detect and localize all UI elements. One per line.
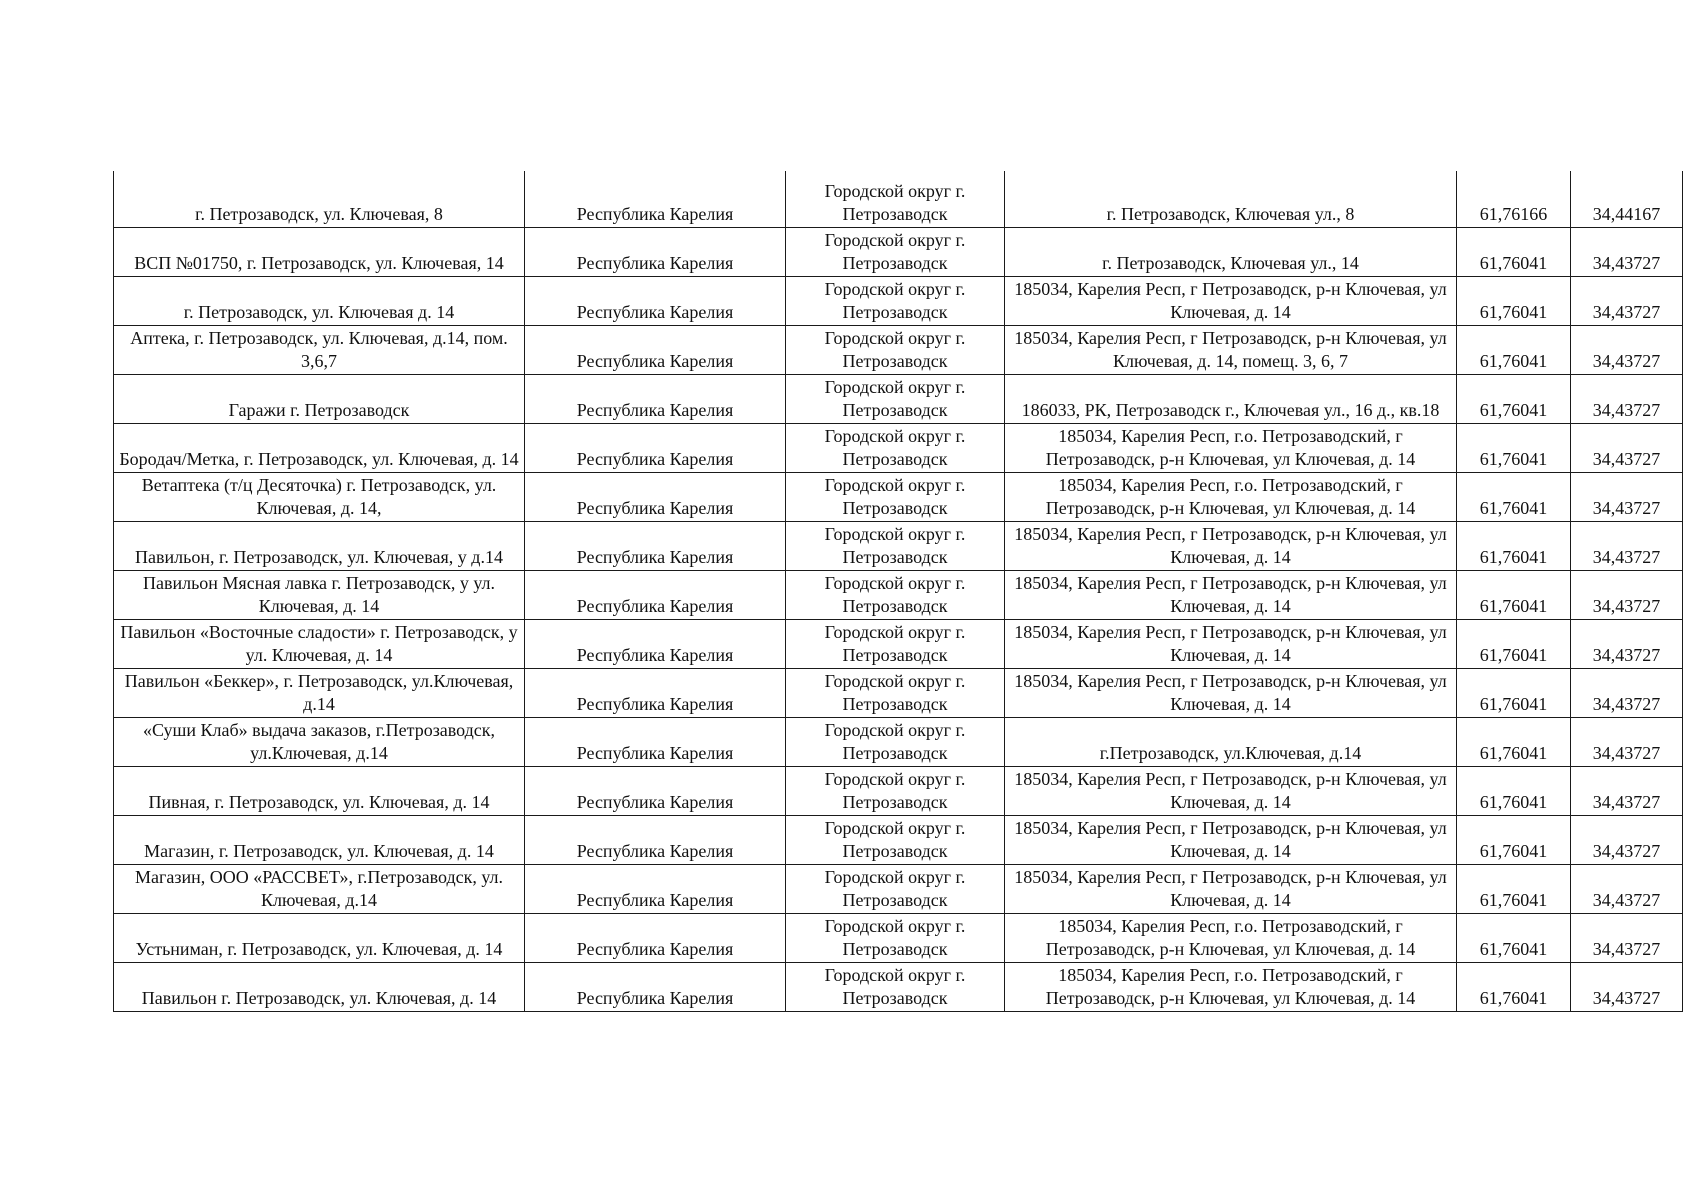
object-name-cell: Павильон Мясная лавка г. Петрозаводск, у ул. Ключевая, д. 14 (114, 570, 525, 619)
longitude-cell: 34,43727 (1571, 962, 1683, 1011)
object-name-cell: г. Петрозаводск, ул. Ключевая, 8 (114, 171, 525, 227)
table-row (114, 962, 1683, 1011)
table-row (114, 472, 1683, 521)
region-cell: Республика Карелия (525, 171, 786, 227)
object-name-cell: Аптека, г. Петрозаводск, ул. Ключевая, д.14, пом. 3,6,7 (114, 325, 525, 374)
object-name-cell: Павильон, г. Петрозаводск, ул. Ключевая, у д.14 (114, 521, 525, 570)
municipality-cell: Городской округ г. Петрозаводск (786, 374, 1005, 423)
longitude-cell: 34,43727 (1571, 864, 1683, 913)
object-name-cell: Устьниман, г. Петрозаводск, ул. Ключевая, д. 14 (114, 913, 525, 962)
municipality-cell: Городской округ г. Петрозаводск (786, 171, 1005, 227)
address-cell: 185034, Карелия Респ, г.о. Петрозаводский, г Петрозаводск, р-н Ключевая, ул Ключевая, д. 14 (1005, 423, 1457, 472)
municipality-cell: Городской округ г. Петрозаводск (786, 276, 1005, 325)
region-cell: Республика Карелия (525, 668, 786, 717)
address-cell: 185034, Карелия Респ, г Петрозаводск, р-н Ключевая, ул Ключевая, д. 14 (1005, 766, 1457, 815)
table-row (114, 423, 1683, 472)
latitude-cell: 61,76041 (1457, 864, 1571, 913)
address-cell: 185034, Карелия Респ, г Петрозаводск, р-н Ключевая, ул Ключевая, д. 14 (1005, 570, 1457, 619)
table-row (114, 717, 1683, 766)
region-cell: Республика Карелия (525, 227, 786, 276)
table-row (114, 864, 1683, 913)
object-name-cell: Павильон «Беккер», г. Петрозаводск, ул.Ключевая, д.14 (114, 668, 525, 717)
address-cell: 185034, Карелия Респ, г Петрозаводск, р-н Ключевая, ул Ключевая, д. 14 (1005, 864, 1457, 913)
region-cell: Республика Карелия (525, 962, 786, 1011)
object-name-cell: Павильон «Восточные сладости» г. Петрозаводск, у ул. Ключевая, д. 14 (114, 619, 525, 668)
table-row (114, 766, 1683, 815)
region-cell: Республика Карелия (525, 276, 786, 325)
latitude-cell: 61,76041 (1457, 325, 1571, 374)
municipality-cell: Городской округ г. Петрозаводск (786, 570, 1005, 619)
longitude-cell: 34,43727 (1571, 325, 1683, 374)
table-row (114, 276, 1683, 325)
latitude-cell: 61,76166 (1457, 171, 1571, 227)
table-row (114, 171, 1683, 227)
municipality-cell: Городской округ г. Петрозаводск (786, 962, 1005, 1011)
longitude-cell: 34,44167 (1571, 171, 1683, 227)
latitude-cell: 61,76041 (1457, 766, 1571, 815)
latitude-cell: 61,76041 (1457, 276, 1571, 325)
object-name-cell: Магазин, ООО «РАССВЕТ», г.Петрозаводск, ул. Ключевая, д.14 (114, 864, 525, 913)
object-name-cell: г. Петрозаводск, ул. Ключевая д. 14 (114, 276, 525, 325)
longitude-cell: 34,43727 (1571, 913, 1683, 962)
region-cell: Республика Карелия (525, 570, 786, 619)
table-row (114, 325, 1683, 374)
municipality-cell: Городской округ г. Петрозаводск (786, 325, 1005, 374)
latitude-cell: 61,76041 (1457, 668, 1571, 717)
object-name-cell: Павильон г. Петрозаводск, ул. Ключевая, д. 14 (114, 962, 525, 1011)
longitude-cell: 34,43727 (1571, 521, 1683, 570)
latitude-cell: 61,76041 (1457, 570, 1571, 619)
longitude-cell: 34,43727 (1571, 374, 1683, 423)
object-name-cell: Бородач/Метка, г. Петрозаводск, ул. Ключевая, д. 14 (114, 423, 525, 472)
longitude-cell: 34,43727 (1571, 472, 1683, 521)
longitude-cell: 34,43727 (1571, 227, 1683, 276)
region-cell: Республика Карелия (525, 815, 786, 864)
table-row (114, 619, 1683, 668)
address-cell: 185034, Карелия Респ, г Петрозаводск, р-н Ключевая, ул Ключевая, д. 14, помещ. 3, 6, 7 (1005, 325, 1457, 374)
region-cell: Республика Карелия (525, 472, 786, 521)
municipality-cell: Городской округ г. Петрозаводск (786, 717, 1005, 766)
longitude-cell: 34,43727 (1571, 423, 1683, 472)
region-cell: Республика Карелия (525, 423, 786, 472)
latitude-cell: 61,76041 (1457, 913, 1571, 962)
table-row (114, 815, 1683, 864)
address-cell: 185034, Карелия Респ, г.о. Петрозаводский, г Петрозаводск, р-н Ключевая, ул Ключевая, д. 14 (1005, 913, 1457, 962)
object-name-cell: Пивная, г. Петрозаводск, ул. Ключевая, д. 14 (114, 766, 525, 815)
address-cell: 185034, Карелия Респ, г Петрозаводск, р-н Ключевая, ул Ключевая, д. 14 (1005, 815, 1457, 864)
region-cell: Республика Карелия (525, 717, 786, 766)
latitude-cell: 61,76041 (1457, 815, 1571, 864)
municipality-cell: Городской округ г. Петрозаводск (786, 864, 1005, 913)
address-cell: 185034, Карелия Респ, г.о. Петрозаводский, г Петрозаводск, р-н Ключевая, ул Ключевая, д. 14 (1005, 472, 1457, 521)
region-cell: Республика Карелия (525, 521, 786, 570)
object-name-cell: «Суши Клаб» выдача заказов, г.Петрозаводск, ул.Ключевая, д.14 (114, 717, 525, 766)
region-cell: Республика Карелия (525, 619, 786, 668)
region-cell: Республика Карелия (525, 374, 786, 423)
address-cell: 185034, Карелия Респ, г Петрозаводск, р-н Ключевая, ул Ключевая, д. 14 (1005, 619, 1457, 668)
municipality-cell: Городской округ г. Петрозаводск (786, 766, 1005, 815)
longitude-cell: 34,43727 (1571, 766, 1683, 815)
latitude-cell: 61,76041 (1457, 374, 1571, 423)
table-row (114, 913, 1683, 962)
latitude-cell: 61,76041 (1457, 717, 1571, 766)
latitude-cell: 61,76041 (1457, 227, 1571, 276)
longitude-cell: 34,43727 (1571, 619, 1683, 668)
address-cell: г. Петрозаводск, Ключевая ул., 8 (1005, 171, 1457, 227)
municipality-cell: Городской округ г. Петрозаводск (786, 472, 1005, 521)
latitude-cell: 61,76041 (1457, 521, 1571, 570)
municipality-cell: Городской округ г. Петрозаводск (786, 668, 1005, 717)
table-row (114, 521, 1683, 570)
address-cell: 185034, Карелия Респ, г.о. Петрозаводский, г Петрозаводск, р-н Ключевая, ул Ключевая, д. 14 (1005, 962, 1457, 1011)
longitude-cell: 34,43727 (1571, 717, 1683, 766)
longitude-cell: 34,43727 (1571, 276, 1683, 325)
region-cell: Республика Карелия (525, 864, 786, 913)
object-name-cell: Ветаптека (т/ц Десяточка) г. Петрозаводск, ул. Ключевая, д. 14, (114, 472, 525, 521)
municipality-cell: Городской округ г. Петрозаводск (786, 521, 1005, 570)
object-name-cell: Магазин, г. Петрозаводск, ул. Ключевая, д. 14 (114, 815, 525, 864)
region-cell: Республика Карелия (525, 913, 786, 962)
municipality-cell: Городской округ г. Петрозаводск (786, 619, 1005, 668)
latitude-cell: 61,76041 (1457, 962, 1571, 1011)
object-name-cell: ВСП №01750, г. Петрозаводск, ул. Ключевая, 14 (114, 227, 525, 276)
address-cell: 185034, Карелия Респ, г Петрозаводск, р-н Ключевая, ул Ключевая, д. 14 (1005, 668, 1457, 717)
document-table (113, 171, 1683, 1012)
longitude-cell: 34,43727 (1571, 815, 1683, 864)
latitude-cell: 61,76041 (1457, 472, 1571, 521)
table-row (114, 227, 1683, 276)
address-cell: 186033, РК, Петрозаводск г., Ключевая ул., 16 д., кв.18 (1005, 374, 1457, 423)
address-cell: г. Петрозаводск, Ключевая ул., 14 (1005, 227, 1457, 276)
latitude-cell: 61,76041 (1457, 423, 1571, 472)
longitude-cell: 34,43727 (1571, 570, 1683, 619)
municipality-cell: Городской округ г. Петрозаводск (786, 815, 1005, 864)
table-body (114, 171, 1683, 1011)
object-name-cell: Гаражи г. Петрозаводск (114, 374, 525, 423)
address-cell: 185034, Карелия Респ, г Петрозаводск, р-н Ключевая, ул Ключевая, д. 14 (1005, 276, 1457, 325)
table-row (114, 668, 1683, 717)
region-cell: Республика Карелия (525, 325, 786, 374)
longitude-cell: 34,43727 (1571, 668, 1683, 717)
table-row (114, 374, 1683, 423)
region-cell: Республика Карелия (525, 766, 786, 815)
municipality-cell: Городской округ г. Петрозаводск (786, 227, 1005, 276)
address-cell: 185034, Карелия Респ, г Петрозаводск, р-н Ключевая, ул Ключевая, д. 14 (1005, 521, 1457, 570)
address-cell: г.Петрозаводск, ул.Ключевая, д.14 (1005, 717, 1457, 766)
municipality-cell: Городской округ г. Петрозаводск (786, 913, 1005, 962)
table-row (114, 570, 1683, 619)
municipality-cell: Городской округ г. Петрозаводск (786, 423, 1005, 472)
latitude-cell: 61,76041 (1457, 619, 1571, 668)
